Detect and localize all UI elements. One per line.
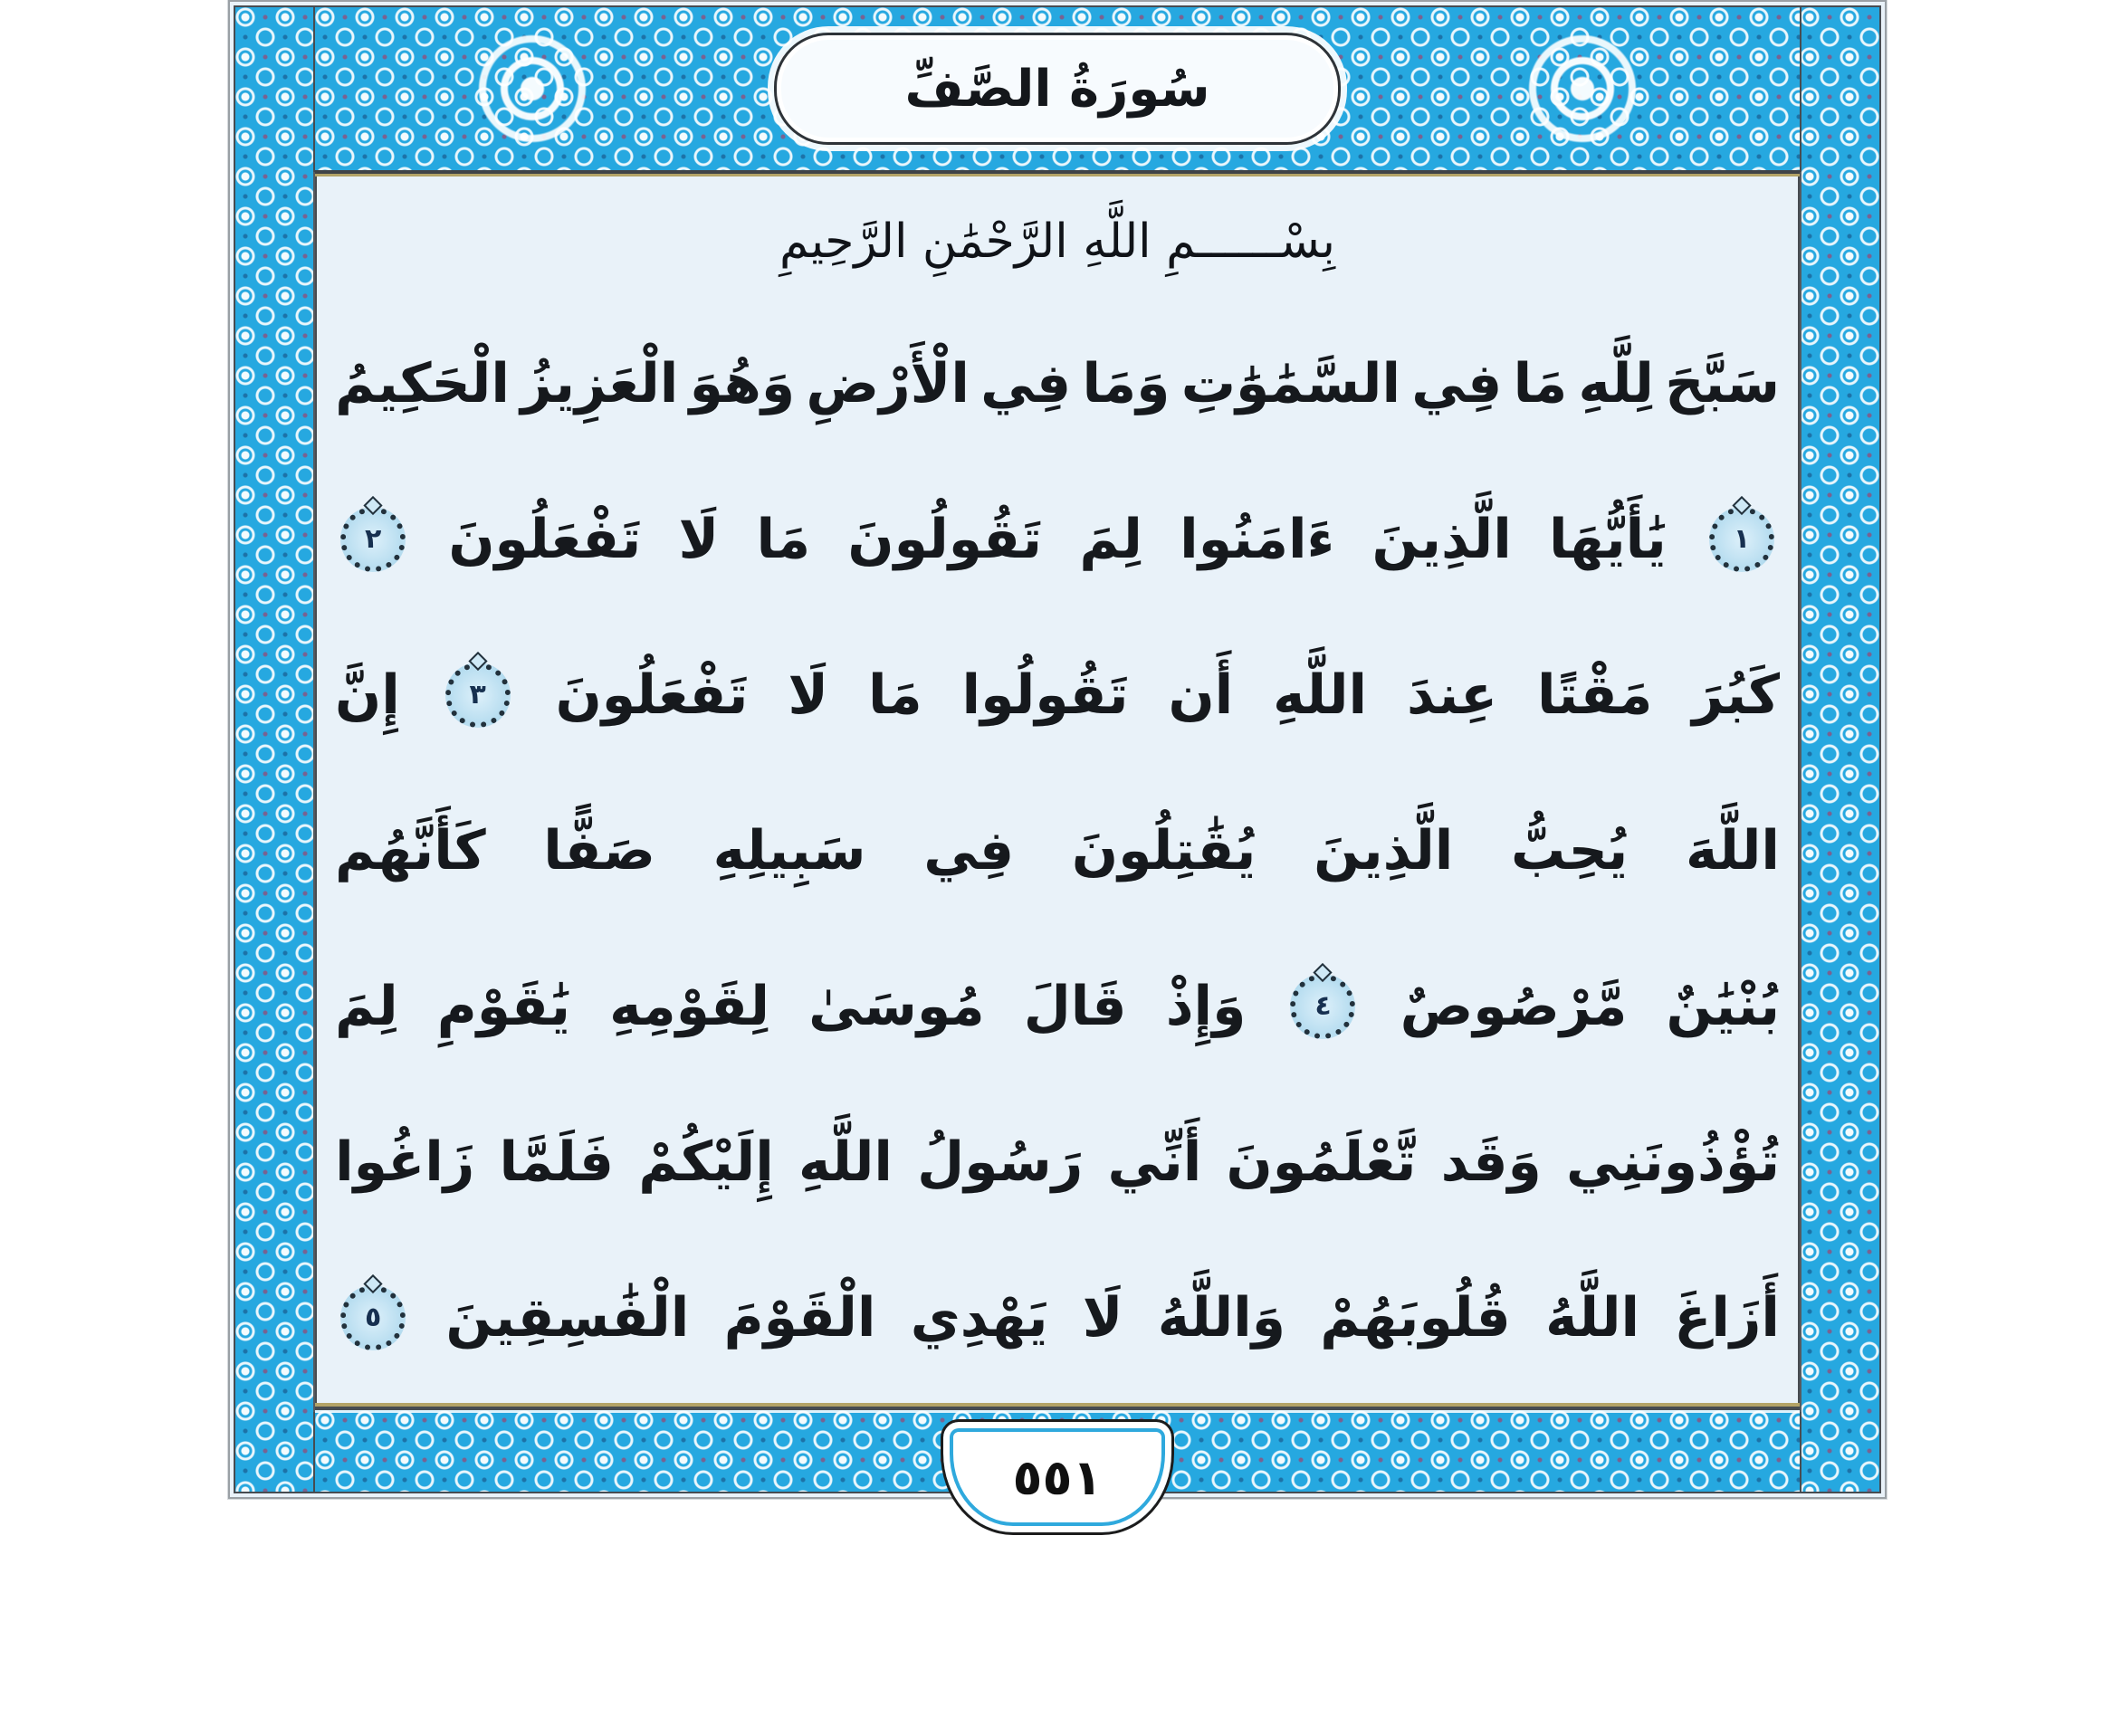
verse-marker <box>1709 507 1774 572</box>
quran-word: تَقُولُوا <box>961 663 1129 727</box>
quran-word: عِندَ <box>1407 663 1498 727</box>
quran-word: يُقَٰتِلُونَ <box>1071 819 1257 882</box>
quran-word: اللَّهِ <box>1273 663 1368 727</box>
quran-line <box>330 773 1785 929</box>
quran-word: وَإِذْ <box>1165 975 1247 1038</box>
quran-word: فِي <box>1411 352 1503 415</box>
quran-word: إِلَيْكُمْ <box>638 1130 774 1194</box>
quran-word: قُلُوبَهُمْ <box>1320 1286 1511 1350</box>
verse-number: ٣ <box>469 679 486 711</box>
quran-word: سَبِيلِهِ <box>712 819 866 882</box>
quran-word: السَّمَٰوَٰتِ <box>1180 352 1401 415</box>
bismillah: بِسْــــــمِ اللَّهِ الرَّحْمَٰنِ الرَّحِيمِ <box>779 215 1336 269</box>
quran-word: اللَّهِ <box>798 1130 893 1194</box>
quran-word: زَاغُوا <box>335 1130 475 1194</box>
quran-line <box>330 462 1785 617</box>
quran-word: الْحَكِيمُ <box>335 352 510 415</box>
quran-word: مَا <box>867 663 922 727</box>
quran-word: فِي <box>923 819 1015 882</box>
quran-word: مَّرْصُوصٌ <box>1400 975 1628 1038</box>
quran-word: وَقَد <box>1440 1130 1542 1194</box>
quran-lines <box>330 306 1785 1396</box>
quran-word: مَقْتًا <box>1537 663 1653 727</box>
quran-word: تَّعْلَمُونَ <box>1226 1130 1417 1194</box>
quran-word: أَزَاغَ <box>1674 1286 1780 1350</box>
quran-word: يَهْدِي <box>910 1286 1048 1350</box>
quran-line <box>330 1084 1785 1240</box>
quran-word: وَاللَّهُ <box>1157 1286 1285 1350</box>
quran-word: تَفْعَلُونَ <box>448 508 642 571</box>
quran-word: مَا <box>1513 352 1568 415</box>
verse-marker <box>340 1285 406 1350</box>
rosette-ornament-right-icon <box>1519 25 1646 152</box>
quran-word: أَن <box>1168 663 1234 727</box>
quran-word: إِنَّ <box>335 663 400 727</box>
verse-number: ٤ <box>1314 990 1332 1022</box>
quran-line <box>330 1240 1785 1396</box>
quran-line <box>330 929 1785 1084</box>
quran-word: الَّذِينَ <box>1314 819 1454 882</box>
quran-word: الْأَرْضِ <box>806 352 970 415</box>
quran-word: الْفَٰسِقِينَ <box>445 1286 690 1350</box>
quran-word: قَالَ <box>1023 975 1127 1038</box>
quran-word: يَٰقَوْمِ <box>436 975 571 1038</box>
quran-word: لَا <box>678 508 720 571</box>
page-number-tab <box>941 1419 1174 1535</box>
quran-word: سَبَّحَ <box>1665 352 1780 415</box>
quran-word: بُنْيَٰنٌ <box>1666 975 1780 1038</box>
verse-marker <box>1290 974 1355 1039</box>
quran-word: تَقُولُونَ <box>847 508 1043 571</box>
page-number: ٥٥١ <box>1012 1448 1103 1506</box>
quran-word: لِلَّهِ <box>1578 352 1654 415</box>
quran-line <box>330 617 1785 773</box>
quran-word: فِي <box>980 352 1072 415</box>
quran-word: الَّذِينَ <box>1371 508 1512 571</box>
quran-word: رَسُولُ <box>917 1130 1084 1194</box>
quran-word: كَبُرَ <box>1692 663 1780 727</box>
quran-word: تَفْعَلُونَ <box>555 663 749 727</box>
quran-word: لِقَوْمِهِ <box>609 975 770 1038</box>
quran-word: وَهُوَ <box>689 352 796 415</box>
surah-header-banner <box>313 5 1801 174</box>
quran-word: ءَامَنُوا <box>1180 508 1335 571</box>
quran-word: اللَّهُ <box>1545 1286 1640 1350</box>
quran-word: أَنِّي <box>1107 1130 1202 1194</box>
mushaf-page <box>228 0 1887 1506</box>
quran-word: وَمَا <box>1082 352 1171 415</box>
surah-title: سُورَةُ الصَّفِّ <box>904 59 1210 119</box>
quran-text-area <box>313 172 1801 1412</box>
quran-word: مُوسَىٰ <box>808 975 985 1038</box>
quran-word: الْعَزِيزُ <box>521 352 679 415</box>
ornamental-border-left <box>234 5 317 1493</box>
rosette-ornament-left-icon <box>469 25 596 152</box>
quran-word: لَا <box>1082 1286 1123 1350</box>
verse-number: ٥ <box>364 1302 382 1333</box>
verse-marker <box>340 507 406 572</box>
quran-word: تُؤْذُونَنِي <box>1566 1130 1780 1194</box>
quran-word: يَٰأَيُّهَا <box>1549 508 1667 571</box>
quran-word: كَأَنَّهُم <box>335 819 486 882</box>
quran-word: لِمَ <box>335 975 398 1038</box>
verse-number: ٢ <box>364 523 382 555</box>
ornamental-border-right <box>1798 5 1881 1493</box>
surah-title-panel <box>774 33 1341 145</box>
quran-word: لَا <box>788 663 829 727</box>
quran-word: الْقَوْمَ <box>723 1286 876 1350</box>
verse-marker <box>445 663 511 728</box>
verse-number: ١ <box>1733 523 1751 555</box>
quran-word: يُحِبُّ <box>1511 819 1629 882</box>
quran-word: اللَّهَ <box>1686 819 1780 882</box>
quran-word: لِمَ <box>1079 508 1142 571</box>
quran-word: صَفًّا <box>543 819 655 882</box>
quran-word: مَا <box>756 508 811 571</box>
quran-line <box>330 306 1785 462</box>
quran-word: فَلَمَّا <box>499 1130 615 1194</box>
